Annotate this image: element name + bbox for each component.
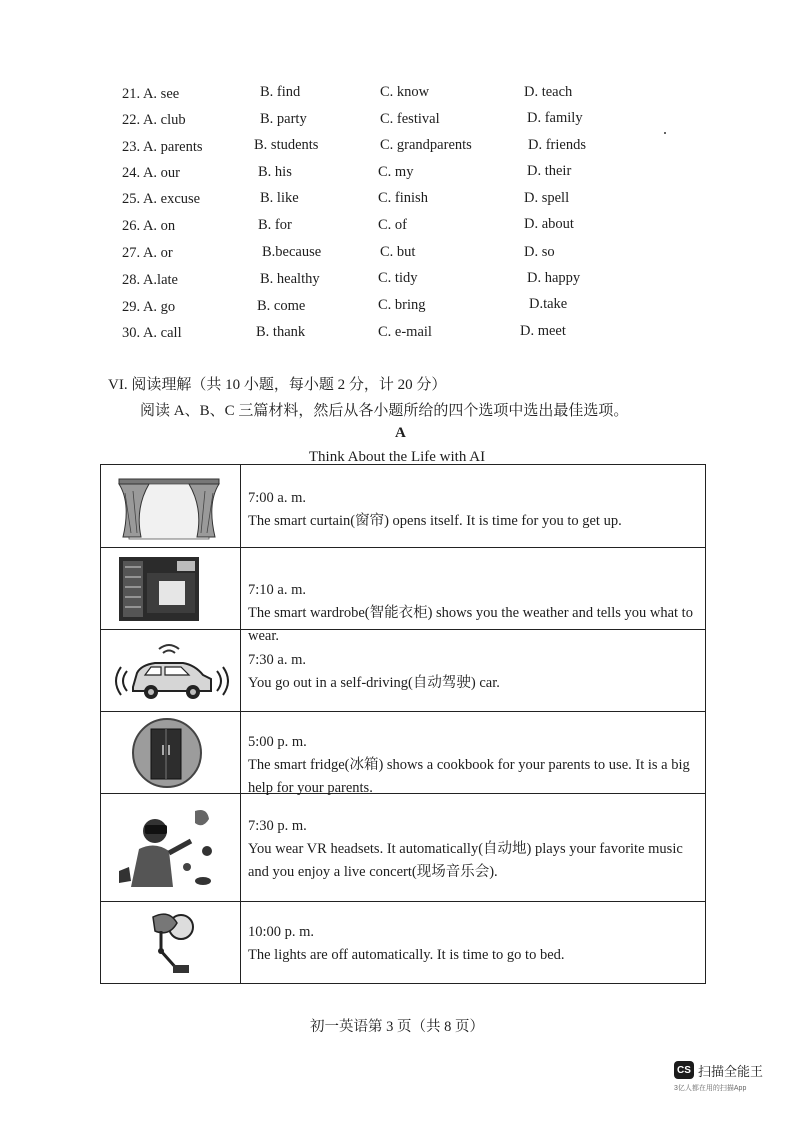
option-b: B. like bbox=[260, 190, 299, 206]
option-c: C. bring bbox=[378, 297, 426, 313]
option-d: D. family bbox=[527, 110, 583, 126]
watermark-brand: 扫描全能王 bbox=[698, 1064, 764, 1079]
option-c: C. of bbox=[378, 217, 407, 233]
entry-description: You wear VR headsets. It automatically(自动地) plays your favorite music and you enjoy a live concert(现场音乐会). bbox=[248, 841, 683, 880]
schedule-table bbox=[100, 464, 706, 984]
curtain-icon bbox=[111, 473, 229, 541]
option-a: 27. A. or bbox=[122, 245, 173, 261]
option-a: 28. A.late bbox=[122, 272, 178, 288]
entry-description: The smart wardrobe(智能衣柜) shows you the weather and tells you what to wear. bbox=[248, 605, 693, 644]
option-c: C. e-mail bbox=[378, 324, 432, 340]
option-b: B. find bbox=[260, 84, 301, 100]
column-divider bbox=[240, 465, 241, 983]
row-divider bbox=[101, 547, 705, 548]
option-d: D.take bbox=[529, 296, 568, 312]
passage-letter: A bbox=[395, 425, 406, 441]
fridge-icon bbox=[111, 717, 229, 789]
section-title: VI. 阅读理解（共 10 小题，每小题 2 分，计 20 分） bbox=[108, 377, 447, 393]
option-d: D. meet bbox=[520, 323, 566, 339]
entry-time: 7:30 p. m. bbox=[248, 818, 307, 834]
page-footer: 初一英语第 3 页（共 8 页） bbox=[310, 1019, 484, 1035]
option-a: 24. A. our bbox=[122, 165, 180, 181]
entry-description: The smart fridge(冰箱) shows a cookbook for your parents to use. It is a big help for your parents. bbox=[248, 757, 690, 796]
option-d: D. friends bbox=[528, 137, 586, 153]
entry-time: 10:00 p. m. bbox=[248, 924, 315, 940]
option-b: B. party bbox=[260, 111, 307, 127]
option-d: D. their bbox=[527, 163, 572, 179]
entry-description: You go out in a self-driving(自动驾驶) car. bbox=[248, 675, 500, 691]
entry-time: 5:00 p. m. bbox=[248, 734, 307, 750]
entry-time: 7:30 a. m. bbox=[248, 652, 306, 668]
option-c: C. grandparents bbox=[380, 137, 472, 153]
option-d: D. so bbox=[524, 244, 555, 260]
option-c: C. but bbox=[380, 244, 416, 260]
option-a: 30. A. call bbox=[122, 325, 182, 341]
option-c: C. festival bbox=[380, 111, 440, 127]
entry-description: The smart curtain(窗帘) opens itself. It is time for you to get up. bbox=[248, 513, 622, 529]
option-c: C. know bbox=[380, 84, 430, 100]
option-a: 21. A. see bbox=[122, 86, 180, 102]
lamp-icon bbox=[111, 907, 229, 979]
entry-time: 7:10 a. m. bbox=[248, 582, 306, 598]
option-b: B.because bbox=[262, 244, 322, 260]
option-d: D. happy bbox=[527, 270, 581, 286]
watermark-tagline: 3亿人都在用的扫描App bbox=[674, 1085, 747, 1092]
option-d: D. spell bbox=[524, 190, 570, 206]
row-divider bbox=[101, 901, 705, 902]
passage-title: Think About the Life with AI bbox=[308, 449, 486, 465]
section-instruction: 阅读 A、B、C 三篇材料，然后从各小题所给的四个选项中选出最佳选项。 bbox=[140, 403, 629, 419]
option-a: 26. A. on bbox=[122, 218, 176, 234]
option-a: 25. A. excuse bbox=[122, 191, 201, 207]
row-divider bbox=[101, 711, 705, 712]
option-b: B. for bbox=[258, 217, 292, 233]
option-b: B. thank bbox=[256, 324, 306, 340]
option-b: B. come bbox=[257, 298, 306, 314]
option-a: 22. A. club bbox=[122, 112, 186, 128]
option-c: C. finish bbox=[378, 190, 428, 206]
option-a: 23. A. parents bbox=[122, 139, 203, 155]
scan-speck bbox=[664, 132, 666, 134]
option-a: 29. A. go bbox=[122, 299, 176, 315]
entry-description: The lights are off automatically. It is time to go to bed. bbox=[248, 947, 565, 963]
option-c: C. my bbox=[378, 164, 414, 180]
option-c: C. tidy bbox=[378, 270, 418, 286]
vr-icon bbox=[111, 801, 229, 895]
car-icon bbox=[111, 635, 229, 707]
option-b: B. his bbox=[258, 164, 292, 180]
option-d: D. about bbox=[524, 216, 574, 232]
entry-time: 7:00 a. m. bbox=[248, 490, 306, 506]
camscanner-logo-icon: CS bbox=[674, 1061, 694, 1079]
wardrobe-icon bbox=[111, 553, 229, 625]
option-d: D. teach bbox=[524, 84, 573, 100]
option-b: B. healthy bbox=[260, 271, 320, 287]
option-b: B. students bbox=[254, 137, 319, 153]
